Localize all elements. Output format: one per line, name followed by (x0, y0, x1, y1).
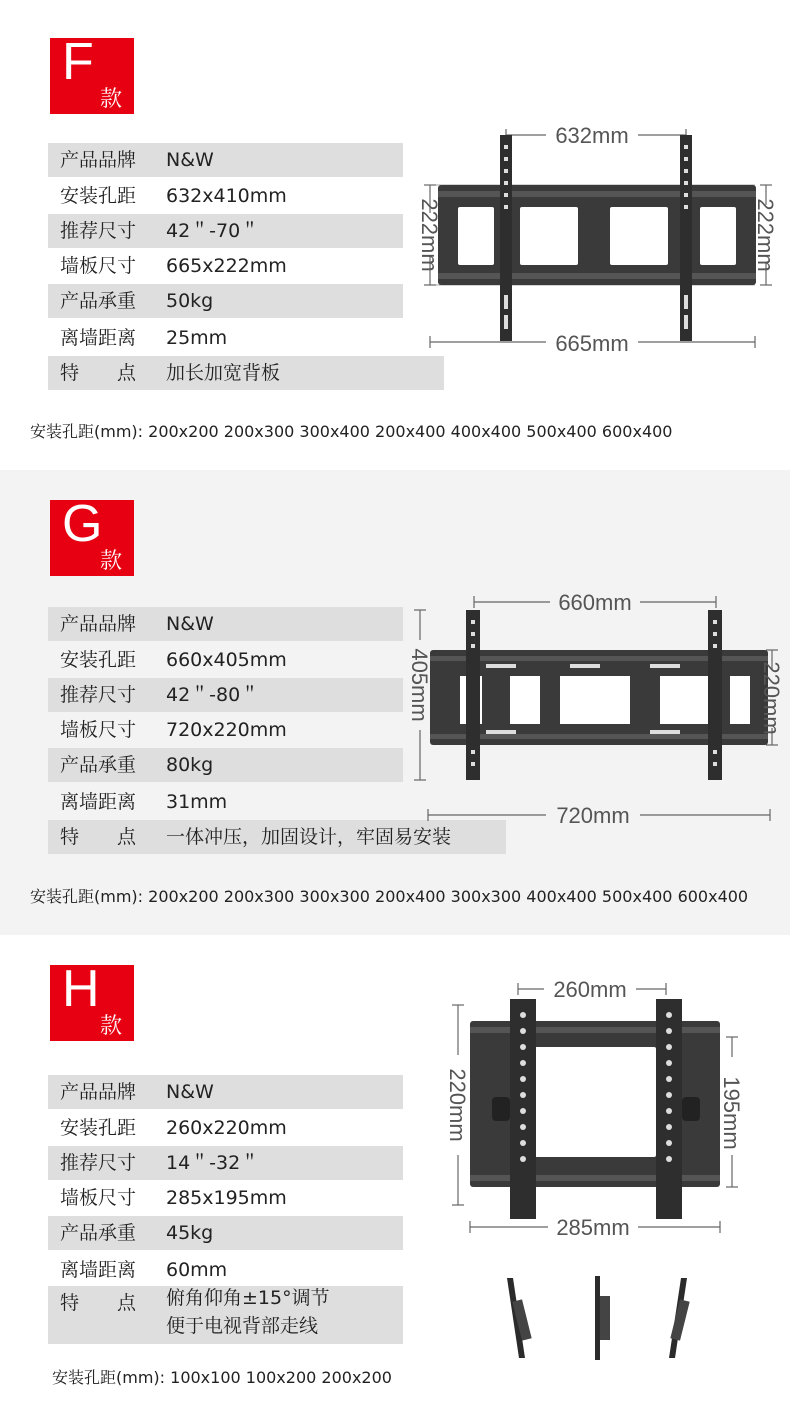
spec-label: 离墙距离 (60, 327, 137, 349)
spec-value: 加长加宽背板 (166, 362, 281, 384)
section-g (0, 470, 790, 935)
hole-patterns: 安装孔距(mm): 200x200 200x300 300x400 200x400 400x400 500x400 600x400 (30, 422, 673, 441)
model-badge-g (50, 495, 134, 576)
spec-row (48, 1111, 403, 1145)
spec-label: 推荐尺寸 (60, 684, 137, 706)
spec-row (48, 143, 403, 177)
dim-bottom: 720mm (556, 803, 630, 828)
spec-value: 60mm (166, 1259, 228, 1281)
spec-label: 特 点 (60, 362, 137, 384)
spec-row (48, 748, 403, 782)
spec-label: 推荐尺寸 (60, 220, 137, 242)
dim-bottom: 665mm (555, 331, 629, 355)
spec-label: 墙板尺寸 (60, 1187, 137, 1209)
spec-value: 285x195mm (166, 1187, 287, 1209)
spec-label: 产品品牌 (60, 149, 137, 171)
spec-value: 720x220mm (166, 719, 287, 741)
spec-value: 一体冲压，加固设计，牢固易安装 (166, 826, 452, 848)
spec-label: 离墙距离 (60, 1259, 137, 1281)
spec-row (48, 321, 403, 355)
hole-patterns: 安装孔距(mm): 200x200 200x300 300x300 200x400 300x300 400x400 500x400 600x400 (30, 887, 749, 906)
spec-label: 特 点 (60, 826, 137, 848)
spec-value: 俯角仰角±15°调节 (166, 1287, 330, 1309)
dim-right: 222mm (753, 198, 778, 272)
dim-right: 220mm (759, 661, 784, 735)
badge-letter: H (62, 960, 100, 1018)
mount-diagram-f (410, 105, 790, 355)
spec-row (48, 785, 403, 819)
badge-suffix: 款 (100, 549, 123, 574)
badge-letter: G (62, 495, 103, 553)
spec-row (48, 284, 403, 318)
spec-value: 42＂-80＂ (166, 684, 260, 706)
dim-left: 220mm (445, 1068, 470, 1142)
spec-value: 665x222mm (166, 255, 287, 277)
spec-label: 产品品牌 (60, 613, 137, 635)
spec-row (48, 1075, 403, 1109)
model-badge-h (50, 960, 134, 1041)
spec-label: 安装孔距 (60, 649, 137, 671)
dim-right: 195mm (719, 1076, 744, 1150)
spec-value: 42＂-70＂ (166, 220, 260, 242)
spec-row (48, 214, 403, 248)
spec-row (48, 678, 403, 712)
spec-row (48, 249, 403, 283)
spec-label: 产品承重 (60, 1222, 137, 1244)
spec-row (48, 1286, 403, 1344)
spec-value: 260x220mm (166, 1117, 287, 1139)
spec-label: 推荐尺寸 (60, 1152, 137, 1174)
tilt-side-views (495, 1270, 725, 1365)
spec-value: N&W (166, 149, 214, 171)
spec-row (48, 179, 403, 213)
spec-label: 墙板尺寸 (60, 719, 137, 741)
tilt-view-level (595, 1276, 610, 1360)
spec-value: 25mm (166, 327, 228, 349)
spec-label: 墙板尺寸 (60, 255, 137, 277)
spec-value-line2: 便于电视背部走线 (166, 1315, 319, 1337)
spec-label: 产品承重 (60, 290, 137, 312)
hole-patterns: 安装孔距(mm): 100x100 100x200 200x200 (52, 1368, 392, 1387)
spec-label: 特 点 (60, 1292, 137, 1314)
dim-top: 660mm (558, 590, 632, 615)
spec-value: 45kg (166, 1222, 214, 1244)
spec-value: 31mm (166, 791, 228, 813)
dim-top: 260mm (553, 977, 627, 1002)
spec-row (48, 607, 403, 641)
dim-left: 222mm (417, 198, 442, 272)
spec-value: N&W (166, 1081, 214, 1103)
spec-label: 安装孔距 (60, 1117, 137, 1139)
badge-letter: F (62, 33, 94, 91)
spec-row (48, 1216, 403, 1250)
dim-bottom: 285mm (556, 1215, 630, 1240)
model-badge-f (50, 33, 134, 114)
tilt-view-down (507, 1278, 532, 1358)
spec-row (48, 1181, 403, 1215)
tilt-view-up (669, 1278, 690, 1358)
spec-value: 50kg (166, 290, 214, 312)
spec-row (48, 713, 403, 747)
mount-diagram-g (400, 580, 790, 830)
spec-value: 632x410mm (166, 185, 287, 207)
spec-value: 660x405mm (166, 649, 287, 671)
badge-suffix: 款 (100, 1014, 123, 1039)
spec-value: N&W (166, 613, 214, 635)
section-h (0, 935, 790, 1408)
dim-top: 632mm (555, 123, 629, 148)
section-f (0, 0, 790, 470)
spec-row (48, 1146, 403, 1180)
wall-plate (438, 185, 756, 285)
spec-value: 80kg (166, 754, 214, 776)
spec-label: 离墙距离 (60, 791, 137, 813)
spec-label: 产品品牌 (60, 1081, 137, 1103)
badge-suffix: 款 (100, 87, 123, 112)
spec-label: 安装孔距 (60, 185, 137, 207)
spec-row (48, 1253, 403, 1287)
spec-row (48, 356, 444, 390)
dim-left: 405mm (407, 648, 432, 722)
mount-diagram-h (440, 975, 770, 1245)
spec-label: 产品承重 (60, 754, 137, 776)
spec-value: 14＂-32＂ (166, 1152, 260, 1174)
spec-row (48, 643, 403, 677)
